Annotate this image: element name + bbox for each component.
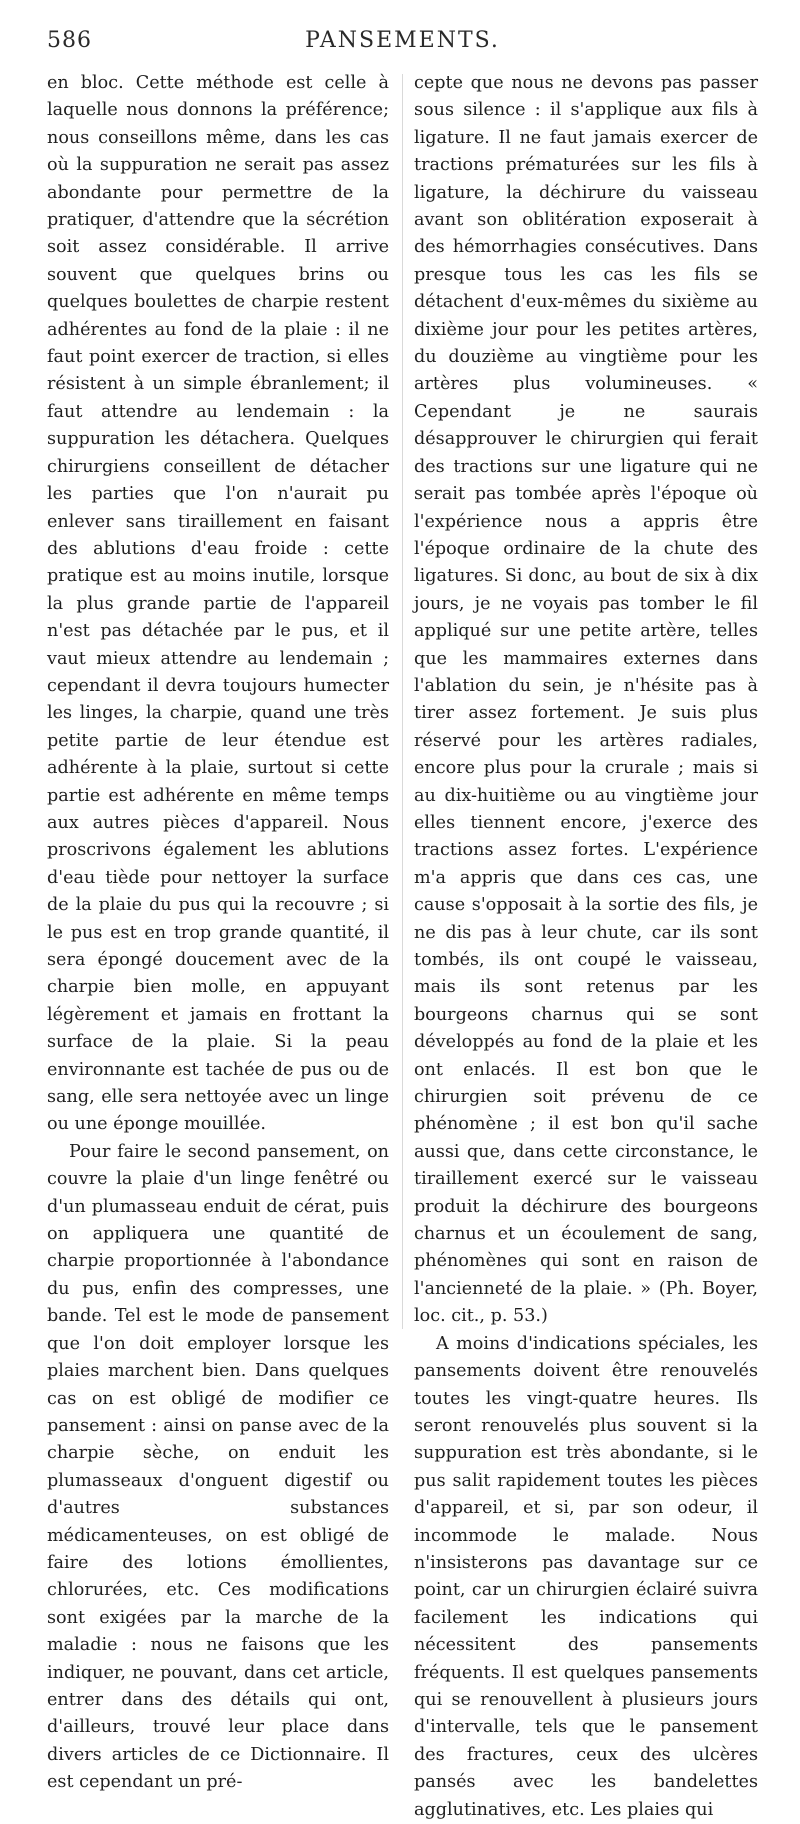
paragraph: Pour faire le second pansement, on couvre la plaie d'un linge fenêtré ou d'un plumasseau enduit de cérat, puis on appliquera une quantité de charpie proportionnée à l'abondance du pus, enfin des compresses, une bande. Tel est le mode de pansement que l'on doit employer lorsque les plaies marchent bien. Dans quelques cas on est obligé de modifier ce pansement : ainsi on panse avec de la charpie sèche, on enduit les plumasseaux d'onguent digestif ou d'autres substances médicamenteuses, on est obligé de faire des lotions émollientes, chlorurées, etc. Ces modifications sont exigées par la marche de la maladie : nous ne faisons que les indiquer, ne pouvant, dans cet article, entrer dans des détails qui ont, d'ailleurs, trouvé leur place dans divers articles de ce Dictionnaire. Il est cependant un pré- <box>47 1141 389 1793</box>
page-number: 586 <box>47 28 92 53</box>
right-column <box>414 70 758 1824</box>
paragraph: cepte que nous ne devons pas passer sous silence : il s'applique aux fils à ligature. Il ne faut jamais exercer de tractions prématurées sur les fils à ligature, la déchirure du vaisseau avant son oblitération exposerait à des hémorrhagies consécutives. Dans presque tous les cas les fils se détachent d'eux-mêmes du sixième au dixième jour pour les petites artères, du douzième au vingtième pour les artères plus volumineuses. « Cependant je ne saurais désapprouver le chirurgien qui ferait des tractions sur une ligature qui ne serait pas tombée après l'époque où l'expérience nous a appris être l'époque ordinaire de la chute des ligatures. Si donc, au bout de six à dix jours, je ne voyais pas tomber le fil appliqué sur une petite artère, telles que les mammaires externes dans l'ablation du sein, je n'hésite pas à tirer assez fortement. Je suis plus réservé pour les artères radiales, encore plus pour la crurale ; mais si au dix-huitième ou au vingtième jour elles tiennent encore, j'exerce des tractions assez fortes. L'expérience m'a appris que dans ces cas, une cause s'opposait à la sortie des fils, je ne dis pas à leur chute, car ils sont tombés, ils ont coupé le vaisseau, mais ils sont retenus par les bourgeons charnus qui se sont développés au fond de la plaie et les ont enlacés. Il est bon que le chirurgien soit prévenu de ce phénomène ; il est bon qu'il sache aussi que, dans cette circonstance, le tiraillement exercé sur le vaisseau produit la déchirure des bourgeons charnus et un écoulement de sang, phénomènes qui sont en raison de l'ancienneté de la plaie. » (Ph. Boyer, loc. cit., p. 53.) <box>414 73 758 1327</box>
paragraph: A moins d'indications spéciales, les pansements doivent être renouvelés toutes les vingt-quatre heures. Ils seront renouvelés plus souvent si la suppuration est très abondante, si le pus salit rapidement toutes les pièces d'appareil, et si, par son odeur, il incommode le malade. Nous n'insisterons pas davantage sur ce point, car un chirurgien éclairé suivra facilement les indications qui nécessitent des pansements fréquents. Il est quelques pansements qui se renouvellent à plusieurs jours d'intervalle, tels que le pansement des fractures, ceux des ulcères pansés avec les bandelettes agglutinatives, etc. Les plaies qui <box>414 1333 758 1820</box>
page-header <box>47 22 758 62</box>
column-divider <box>402 74 403 1329</box>
left-column <box>47 70 389 1797</box>
paragraph: en bloc. Cette méthode est celle à laquelle nous donnons la préférence; nous conseillons même, dans les cas où la suppuration ne serait pas assez abondante pour permettre de la pratiquer, d'attendre que la sécrétion soit assez considérable. Il arrive souvent que quelques brins ou quelques boulettes de charpie restent adhérentes au fond de la plaie : il ne faut point exercer de traction, si elles résistent à un simple ébranlement; il faut attendre au lendemain : la suppuration les détachera. Quelques chirurgiens conseillent de détacher les parties que l'on n'aurait pu enlever sans tiraillement en faisant des ablutions d'eau froide : cette pratique est au moins inutile, lorsque la plus grande partie de l'appareil n'est pas détachée par le pus, et il vaut mieux attendre au lendemain ; cependant il devra toujours humecter les linges, la charpie, quand une très petite partie de leur étendue est adhérente à la plaie, surtout si cette partie est adhérente en même temps aux autres pièces d'appareil. Nous proscrivons également les ablutions d'eau tiède pour nettoyer la surface de la plaie du pus qui la recouvre ; si le pus est en trop grande quantité, il sera épongé doucement avec de la charpie bien molle, en appuyant légèrement et jamais en frottant la surface de la plaie. Si la peau environnante est tachée de pus ou de sang, elle sera nettoyée avec un linge ou une éponge mouillée. <box>47 73 389 1135</box>
running-title: PANSEMENTS. <box>305 28 500 53</box>
